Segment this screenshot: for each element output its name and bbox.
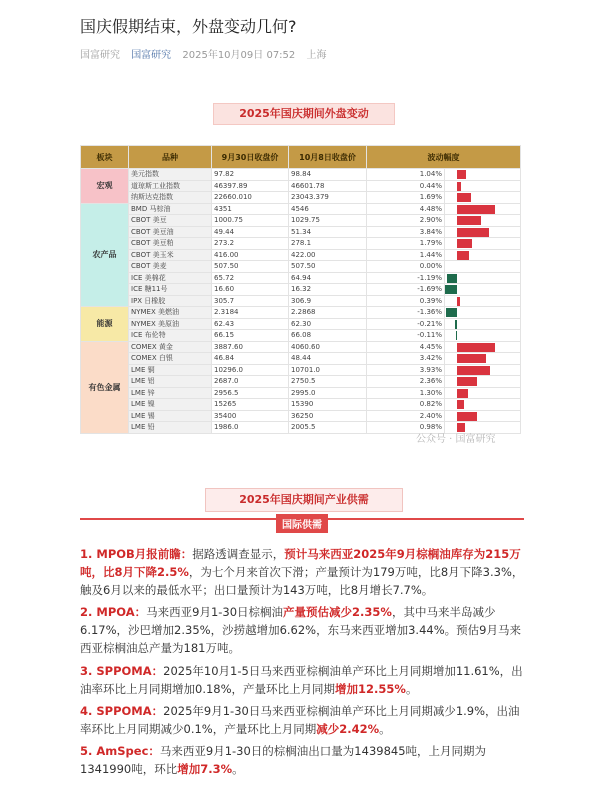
body-text: 2025年10月1-5日马来西亚棕榈油单产环比上月同期增加11.61%，出油率环比上月同期增加0.18%，产量环比上月同期	[80, 664, 523, 696]
paragraph-lead: 5. AmSpec：	[80, 744, 160, 758]
cell-change-bar	[445, 272, 521, 284]
cell-close-0930: 1986.0	[212, 422, 289, 434]
cell-change: 3.42%	[367, 353, 445, 365]
table-row	[81, 341, 521, 353]
header-variety: 品种	[129, 146, 212, 169]
table-row	[81, 399, 521, 411]
change-bar	[457, 354, 486, 363]
change-bar	[457, 239, 472, 248]
cell-variety: COMEX 黄金	[129, 341, 212, 353]
cell-change: 1.79%	[367, 238, 445, 250]
cell-close-0930: 416.00	[212, 249, 289, 261]
cell-variety: IPX 日橡胶	[129, 295, 212, 307]
cell-change-bar	[445, 192, 521, 204]
cell-change: 2.36%	[367, 376, 445, 388]
table-row	[81, 192, 521, 204]
paragraph-4	[80, 702, 530, 738]
cell-close-0930: 15265	[212, 399, 289, 411]
group-label: 能源	[81, 307, 129, 342]
cell-close-0930: 66.15	[212, 330, 289, 342]
change-bar	[457, 400, 464, 409]
cell-change: -1.19%	[367, 272, 445, 284]
highlight-text: 减少2.42%	[316, 722, 380, 736]
change-bar	[446, 308, 457, 317]
cell-variety: BMD 马棕油	[129, 203, 212, 215]
table-row	[81, 226, 521, 238]
cell-change-bar	[445, 180, 521, 192]
cell-close-0930: 22660.010	[212, 192, 289, 204]
cell-variety: CBOT 美豆油	[129, 226, 212, 238]
body-text: ，为七个月来首次下滑；产量预计为179万吨，比8月下降3.3%，触及6月以来的最低水平；出口量预计为143万吨，比8月增长7.7%。	[80, 565, 524, 597]
market-table-body	[81, 169, 521, 434]
cell-variety: CBOT 美麦	[129, 261, 212, 273]
paragraph-5	[80, 742, 530, 778]
change-bar	[457, 193, 471, 202]
change-bar	[445, 285, 458, 294]
cell-close-1008: 98.84	[289, 169, 367, 181]
cell-change-bar	[445, 330, 521, 342]
cell-close-0930: 2687.0	[212, 376, 289, 388]
cell-close-0930: 305.7	[212, 295, 289, 307]
change-bar	[457, 170, 466, 179]
section-title: 2025年国庆期间产业供需	[205, 488, 403, 512]
header-sector: 板块	[81, 146, 129, 169]
cell-close-0930: 16.60	[212, 284, 289, 296]
cell-close-0930: 35400	[212, 410, 289, 422]
table-title: 2025年国庆期间外盘变动	[213, 103, 395, 125]
body-text: ，其中马来半岛减少6.17%，沙巴增加2.35%，沙捞越增加6.62%，东马来西亚增加3.44%。预估9月马来西亚棕榈油总产量为181万吨。	[80, 605, 521, 655]
body-text: 据路透调查显示，	[192, 547, 285, 561]
cell-variety: 美元指数	[129, 169, 212, 181]
cell-variety: ICE 布伦特	[129, 330, 212, 342]
cell-close-1008: 16.32	[289, 284, 367, 296]
cell-change-bar	[445, 169, 521, 181]
paragraph-lead: 4. SPPOMA：	[80, 704, 164, 718]
cell-change: 0.82%	[367, 399, 445, 411]
cell-close-1008: 422.00	[289, 249, 367, 261]
cell-change-bar	[445, 376, 521, 388]
cell-change-bar	[445, 364, 521, 376]
body-text: 马来西亚9月1-30日棕榈油	[146, 605, 284, 619]
cell-variety: LME 镍	[129, 399, 212, 411]
table-row	[81, 203, 521, 215]
cell-close-1008: 66.08	[289, 330, 367, 342]
table-row	[81, 238, 521, 250]
cell-close-1008: 51.34	[289, 226, 367, 238]
cell-change-bar	[445, 353, 521, 365]
cell-close-0930: 4351	[212, 203, 289, 215]
table-row	[81, 353, 521, 365]
paragraph-lead: 3. SPPOMA：	[80, 664, 164, 678]
table-row	[81, 330, 521, 342]
cell-change-bar	[445, 203, 521, 215]
cell-close-0930: 3887.60	[212, 341, 289, 353]
change-bar	[457, 389, 468, 398]
cell-change: 1.44%	[367, 249, 445, 261]
cell-change: -1.69%	[367, 284, 445, 296]
body-text: 马来西亚9月1-30日的棕榈油出口量为1439845吨，上月同期为1341990吨，环比	[80, 744, 487, 776]
table-row	[81, 261, 521, 273]
body-text: 。	[232, 762, 244, 776]
cell-variety: ICE 美棉花	[129, 272, 212, 284]
cell-change: 1.30%	[367, 387, 445, 399]
group-label: 宏观	[81, 169, 129, 204]
table-row	[81, 295, 521, 307]
change-bar	[457, 343, 495, 352]
group-label: 有色金属	[81, 341, 129, 433]
change-bar	[457, 228, 489, 237]
article-source: 国富研究	[80, 50, 120, 61]
paragraph-3	[80, 662, 530, 698]
header-close-1008: 10月8日收盘价	[289, 146, 367, 169]
cell-change-bar	[445, 387, 521, 399]
cell-close-0930: 2.3184	[212, 307, 289, 319]
cell-change: 2.40%	[367, 410, 445, 422]
cell-close-1008: 2005.5	[289, 422, 367, 434]
cell-change-bar	[445, 249, 521, 261]
cell-close-1008: 15390	[289, 399, 367, 411]
cell-variety: NYMEX 美燃油	[129, 307, 212, 319]
change-bar	[456, 331, 457, 340]
table-row	[81, 169, 521, 181]
cell-change-bar	[445, 238, 521, 250]
cell-close-1008: 36250	[289, 410, 367, 422]
group-label: 农产品	[81, 203, 129, 307]
cell-close-1008: 48.44	[289, 353, 367, 365]
cell-variety: CBOT 美豆粕	[129, 238, 212, 250]
cell-change: -1.36%	[367, 307, 445, 319]
article-title: 国庆假期结束，外盘变动几何?	[80, 17, 297, 36]
change-bar	[457, 377, 477, 386]
cell-close-0930: 273.2	[212, 238, 289, 250]
cell-change: 1.69%	[367, 192, 445, 204]
cell-close-1008: 306.9	[289, 295, 367, 307]
cell-change: 0.00%	[367, 261, 445, 273]
cell-close-1008: 4060.60	[289, 341, 367, 353]
change-bar	[455, 320, 457, 329]
cell-variety: 纳斯达克指数	[129, 192, 212, 204]
cell-close-0930: 2956.5	[212, 387, 289, 399]
paragraph-2	[80, 603, 530, 657]
table-row	[81, 307, 521, 319]
publish-datetime: 2025年10月09日 07:52	[182, 50, 296, 61]
cell-variety: LME 锡	[129, 410, 212, 422]
cell-variety: 道琼斯工业指数	[129, 180, 212, 192]
cell-close-1008: 64.94	[289, 272, 367, 284]
cell-change-bar	[445, 318, 521, 330]
cell-close-1008: 278.1	[289, 238, 367, 250]
cell-close-1008: 23043.379	[289, 192, 367, 204]
cell-variety: CBOT 美玉米	[129, 249, 212, 261]
section-tag: 国际供需	[276, 514, 328, 533]
cell-variety: LME 铜	[129, 364, 212, 376]
cell-change-bar	[445, 295, 521, 307]
change-bar	[457, 297, 460, 306]
cell-change: 4.45%	[367, 341, 445, 353]
cell-close-1008: 62.30	[289, 318, 367, 330]
cell-close-1008: 4546	[289, 203, 367, 215]
cell-change: 0.39%	[367, 295, 445, 307]
cell-variety: COMEX 白银	[129, 353, 212, 365]
cell-close-0930: 62.43	[212, 318, 289, 330]
body-text: 。	[405, 682, 418, 696]
table-row	[81, 318, 521, 330]
table-row	[81, 272, 521, 284]
cell-change: 0.44%	[367, 180, 445, 192]
cell-change: 0.98%	[367, 422, 445, 434]
change-bar	[447, 274, 457, 283]
market-table	[80, 145, 521, 434]
cell-close-0930: 46397.89	[212, 180, 289, 192]
cell-change-bar	[445, 284, 521, 296]
change-bar	[457, 216, 481, 225]
cell-change-bar	[445, 399, 521, 411]
cell-change: 3.93%	[367, 364, 445, 376]
change-bar	[457, 205, 495, 214]
cell-close-1008: 507.50	[289, 261, 367, 273]
cell-change-bar	[445, 261, 521, 273]
cell-close-0930: 1000.75	[212, 215, 289, 227]
cell-change: 1.04%	[367, 169, 445, 181]
cell-variety: NYMEX 美原油	[129, 318, 212, 330]
cell-variety: LME 铅	[129, 422, 212, 434]
cell-close-0930: 507.50	[212, 261, 289, 273]
cell-close-1008: 10701.0	[289, 364, 367, 376]
cell-change-bar	[445, 226, 521, 238]
change-bar	[457, 412, 477, 421]
account-link[interactable]: 国富研究	[131, 50, 172, 61]
cell-change-bar	[445, 215, 521, 227]
highlight-text: 增加7.3%	[177, 762, 233, 776]
table-row	[81, 387, 521, 399]
highlight-text: 产量预估减少2.35%	[283, 605, 392, 619]
change-bar	[457, 182, 461, 191]
header-change: 波动幅度	[367, 146, 521, 169]
table-row	[81, 249, 521, 261]
cell-change: 3.84%	[367, 226, 445, 238]
cell-change: 2.90%	[367, 215, 445, 227]
header-close-0930: 9月30日收盘价	[212, 146, 289, 169]
paragraph-1	[80, 545, 530, 599]
body-text: 。	[379, 722, 391, 736]
highlight-text: 预计马来西亚2025年9月棕榈油库存为215万吨，比8月下降2.5%	[80, 547, 521, 579]
cell-close-0930: 46.84	[212, 353, 289, 365]
watermark: 公众号 · 国富研究	[416, 434, 496, 445]
cell-close-0930: 10296.0	[212, 364, 289, 376]
table-row	[81, 284, 521, 296]
cell-close-1008: 2750.5	[289, 376, 367, 388]
table-row	[81, 180, 521, 192]
change-bar	[457, 251, 469, 260]
cell-close-0930: 65.72	[212, 272, 289, 284]
cell-change: -0.11%	[367, 330, 445, 342]
cell-change: 4.48%	[367, 203, 445, 215]
paragraph-lead: 2. MPOA：	[80, 605, 147, 619]
table-row	[81, 410, 521, 422]
cell-variety: ICE 糖11号	[129, 284, 212, 296]
cell-close-0930: 97.82	[212, 169, 289, 181]
cell-close-1008: 2.2868	[289, 307, 367, 319]
body-text: 2025年9月1-30日马来西亚棕榈油单产环比上月同期减少1.9%，出油率环比上月同期减少0.1%，产量环比上月同期	[80, 704, 520, 736]
publish-location: 上海	[306, 50, 327, 61]
paragraph-lead: 1. MPOB月报前瞻：	[80, 547, 193, 561]
cell-change: -0.21%	[367, 318, 445, 330]
table-row	[81, 376, 521, 388]
cell-variety: CBOT 美豆	[129, 215, 212, 227]
cell-variety: LME 铝	[129, 376, 212, 388]
change-bar	[457, 366, 490, 375]
cell-change-bar	[445, 307, 521, 319]
highlight-text: 增加12.55%	[335, 682, 406, 696]
table-row	[81, 364, 521, 376]
cell-change-bar	[445, 410, 521, 422]
cell-close-0930: 49.44	[212, 226, 289, 238]
cell-close-1008: 1029.75	[289, 215, 367, 227]
cell-close-1008: 2995.0	[289, 387, 367, 399]
table-row	[81, 215, 521, 227]
cell-close-1008: 46601.78	[289, 180, 367, 192]
cell-variety: LME 锌	[129, 387, 212, 399]
article-meta	[80, 46, 326, 61]
cell-change-bar	[445, 341, 521, 353]
